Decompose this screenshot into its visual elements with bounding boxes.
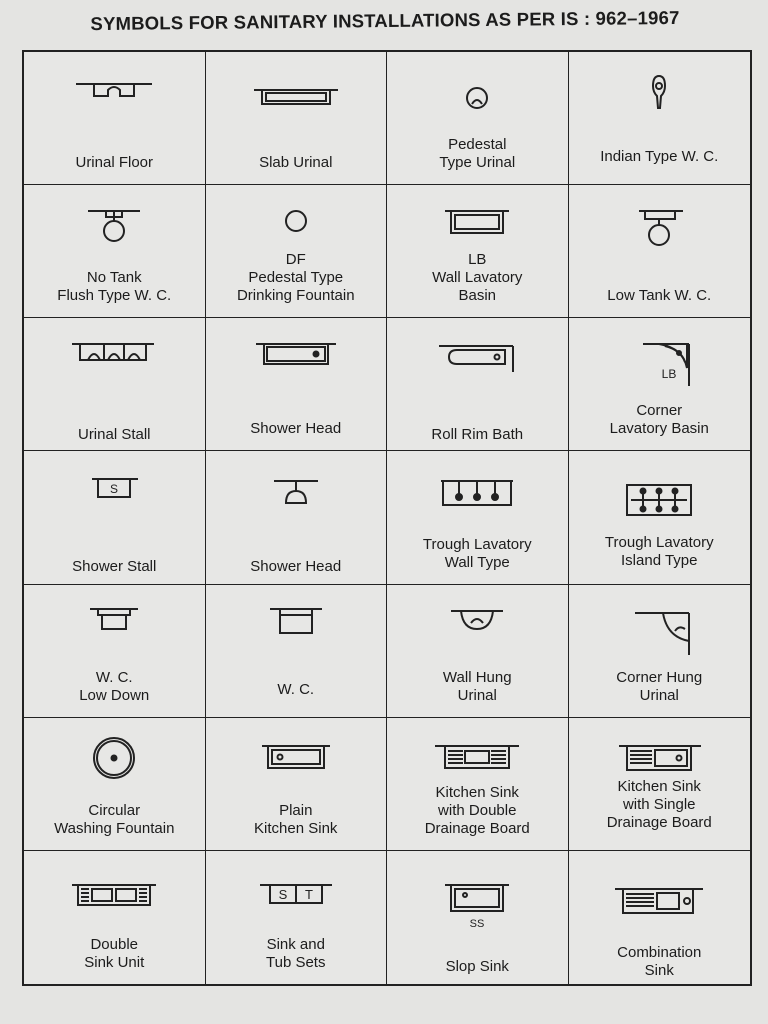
label-line-3: Sink Unit (84, 953, 145, 971)
shower-head-wall-icon (236, 461, 356, 533)
label-line-2: Wall Hung (442, 668, 512, 686)
cell-indian-wc (569, 52, 751, 185)
corner-lavatory-basin-icon (599, 328, 719, 400)
shower-stall-s-text: S (110, 482, 119, 497)
label-line-2: Plain (279, 801, 313, 819)
label-line-2: Wall Lavatory (432, 269, 523, 287)
wc-icon (236, 595, 356, 667)
label-line-3: Shower Head (250, 420, 342, 438)
combination-sink-icon (599, 861, 719, 933)
label-line-3: Lavatory Basin (609, 420, 709, 438)
label-line-3: Urinal (457, 686, 497, 704)
pedestal-urinal-icon (417, 62, 537, 134)
cell-sink-double-drainage (387, 718, 569, 851)
label-line-3: Slop Sink (445, 957, 509, 975)
cell-trough-lavatory-wall (387, 451, 569, 584)
label-line-2: Circular (88, 801, 141, 819)
cell-combination-sink (569, 851, 751, 984)
wall-hung-urinal-icon (417, 595, 537, 667)
cell-slab-urinal (206, 52, 388, 185)
cell-sink-and-tub (206, 851, 388, 984)
label-line-3: Type Urinal (439, 154, 516, 172)
label-line-1: DF (285, 251, 306, 269)
symbols-table (22, 50, 752, 986)
cell-corner-hung-urinal (569, 585, 751, 718)
label-line-3: Low Down (79, 686, 150, 704)
cell-shower-head-1 (206, 318, 388, 451)
label-line-3: Shower Head (250, 557, 342, 575)
cell-slop-sink (387, 851, 569, 984)
cell-shower-stall (24, 451, 206, 584)
label-line-3: Kitchen Sink (254, 819, 338, 837)
label-line-3: Urinal Stall (77, 426, 151, 444)
label-line-2: Corner (636, 402, 683, 420)
label-line-3: Indian Type W. C. (600, 148, 719, 166)
label-line-2: Slab Urinal (259, 154, 333, 172)
label-line-3: Wall Type (444, 553, 510, 571)
corner-hung-urinal-icon (599, 595, 719, 667)
no-tank-wc-icon (54, 195, 174, 267)
label-line-3: W. C. (277, 680, 315, 698)
cell-wc-low-down (24, 585, 206, 718)
tub-t-text: T (304, 886, 313, 902)
label-line-2: Urinal Floor (75, 154, 154, 172)
slab-urinal-icon (236, 62, 356, 134)
label-line-3: Urinal (639, 686, 679, 704)
low-tank-wc-icon (599, 195, 719, 267)
wc-low-down-icon (54, 595, 174, 667)
circular-washing-fountain-icon (54, 728, 174, 800)
shower-stall-icon (54, 461, 174, 533)
corner-basin-lb-text: LB (661, 367, 677, 382)
indian-wc-icon (599, 62, 719, 134)
label-line-3: Tub Sets (266, 953, 326, 971)
label-line-3: Island Type (621, 551, 698, 569)
label-line-1: Kitchen Sink (435, 783, 519, 801)
sink-and-tub-icon (236, 861, 356, 933)
label-line-1: LB (468, 251, 487, 269)
label-line-3: Basin (458, 287, 497, 305)
cell-plain-kitchen-sink (206, 718, 388, 851)
label-line-2: Pedestal (448, 136, 507, 154)
sink-s-text: S (278, 886, 288, 902)
cell-wc (206, 585, 388, 718)
cell-roll-rim-bath (387, 318, 569, 451)
urinal-stall-icon (54, 328, 174, 400)
cell-drinking-fountain (206, 185, 388, 318)
label-line-3: Shower Stall (72, 557, 157, 575)
roll-rim-bath-icon (417, 328, 537, 400)
trough-lavatory-wall-icon (417, 461, 537, 533)
label-line-1: Kitchen Sink (617, 777, 701, 795)
label-line-3: Sink (644, 961, 674, 979)
label-line-2: Trough Lavatory (422, 535, 532, 553)
cell-urinal-floor (24, 52, 206, 185)
cell-trough-lavatory-island (569, 451, 751, 584)
label-line-3: Drinking Fountain (236, 287, 355, 305)
label-line-3: Drainage Board (606, 813, 712, 831)
label-line-3: Flush Type W. C. (57, 287, 172, 305)
slop-sink-icon (417, 861, 537, 933)
cell-circular-washing-fountain (24, 718, 206, 851)
page-title: SYMBOLS FOR SANITARY INSTALLATIONS AS PER IS : 962–1967 (90, 6, 680, 35)
cell-wall-lavatory-basin (387, 185, 569, 318)
label-line-2: Corner Hung (616, 668, 703, 686)
cell-urinal-stall (24, 318, 206, 451)
trough-lavatory-island-icon (599, 461, 719, 533)
label-line-2: with Single (622, 795, 696, 813)
shower-head-icon (236, 328, 356, 400)
label-line-3: Roll Rim Bath (431, 426, 524, 444)
double-sink-unit-icon (54, 861, 174, 933)
label-line-2: Double (90, 935, 139, 953)
slop-ss-text: SS (469, 917, 485, 930)
cell-pedestal-urinal (387, 52, 569, 185)
label-line-2: Trough Lavatory (604, 533, 714, 551)
label-line-2: Combination (617, 943, 702, 961)
label-line-2: No Tank (86, 269, 142, 287)
cell-low-tank-wc (569, 185, 751, 318)
cell-corner-lavatory-basin (569, 318, 751, 451)
label-line-2: with Double (438, 801, 517, 819)
cell-double-sink-unit (24, 851, 206, 984)
urinal-floor-icon (54, 62, 174, 134)
label-line-3: Drainage Board (424, 819, 530, 837)
cell-shower-head-2 (206, 451, 388, 584)
cell-no-tank-wc (24, 185, 206, 318)
label-line-2: W. C. (95, 668, 133, 686)
plain-kitchen-sink-icon (236, 728, 356, 800)
label-line-2: Pedestal Type (248, 269, 344, 287)
cell-wall-hung-urinal (387, 585, 569, 718)
label-line-3: Low Tank W. C. (607, 287, 712, 305)
label-line-2: Sink and (266, 935, 325, 953)
label-line-3: Washing Fountain (54, 819, 175, 837)
cell-sink-single-drainage (569, 718, 751, 851)
